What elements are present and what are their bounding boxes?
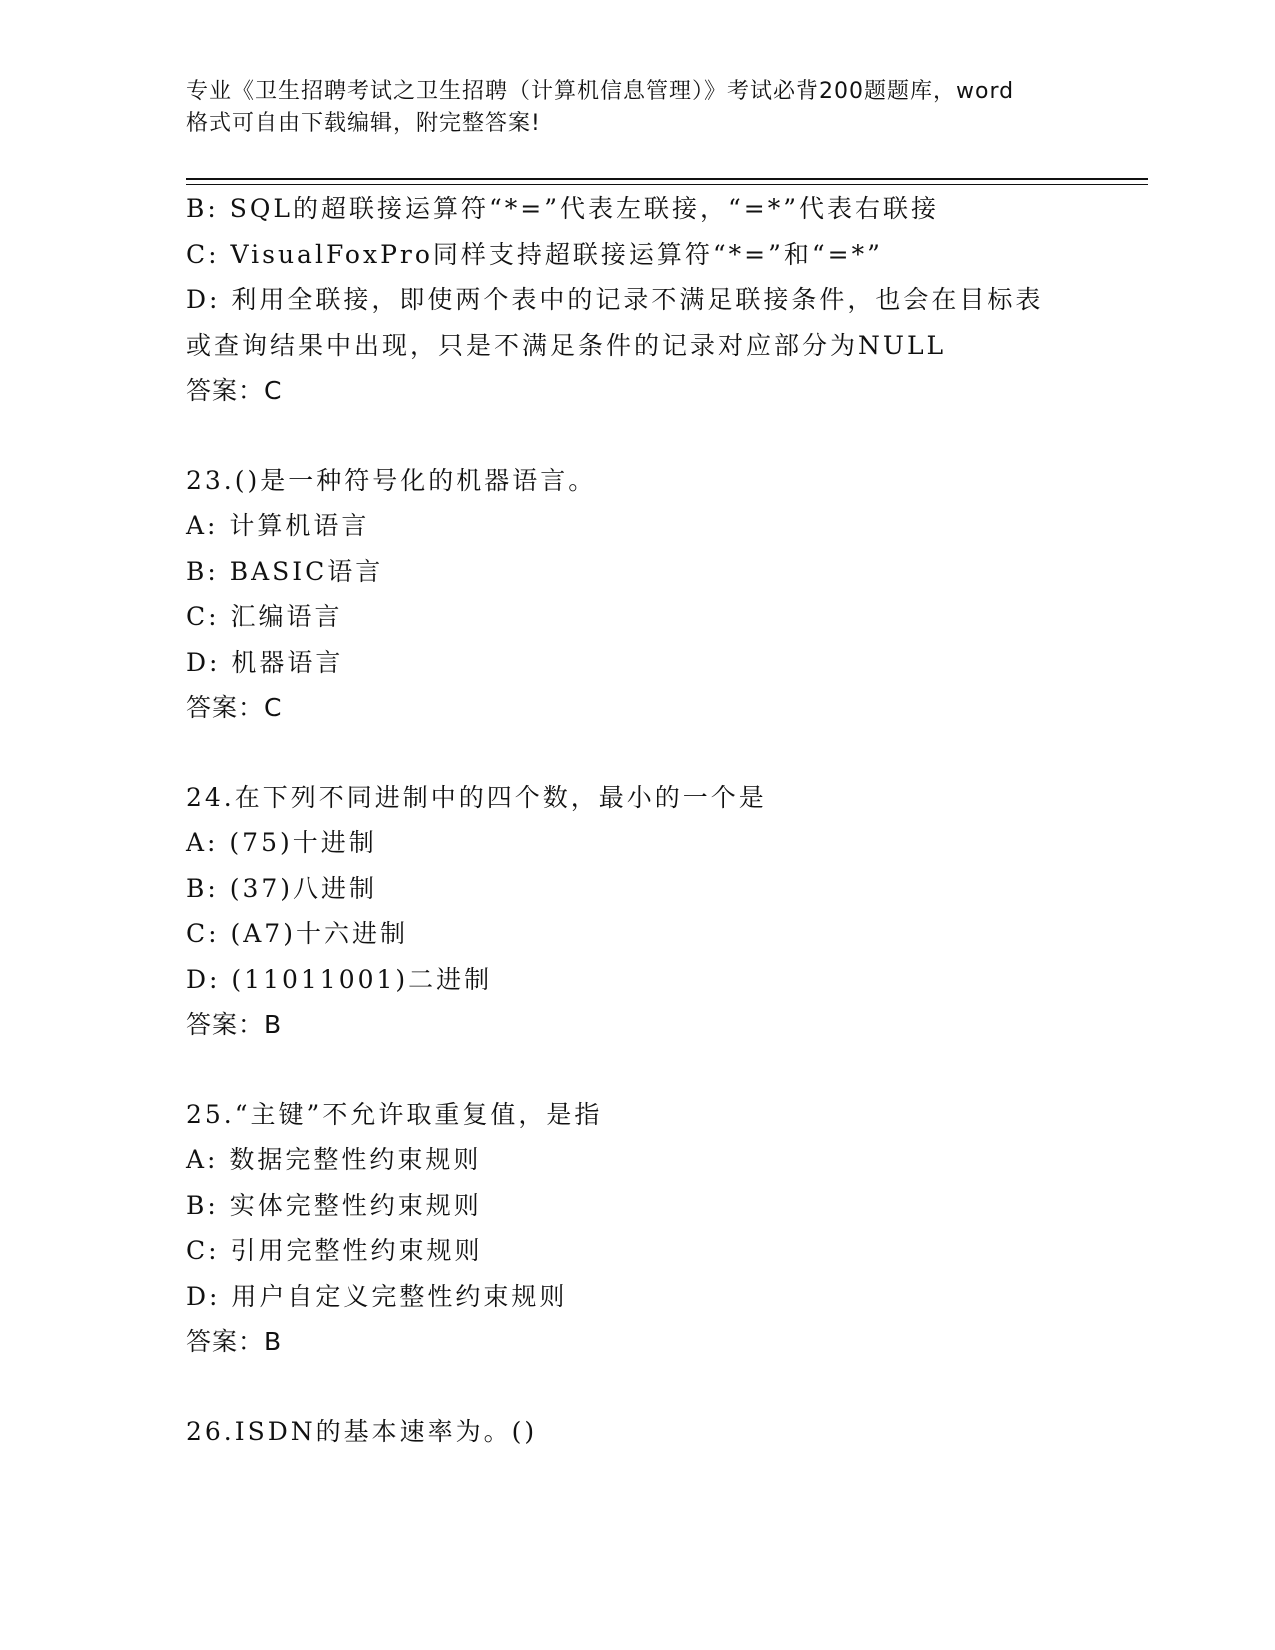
document-header [186,76,1086,140]
option-d: D: 用户自定义完整性约束规则 [186,1281,568,1311]
spacer [186,731,1106,775]
question-block-26 [186,1409,1106,1455]
question-stem: 25.“主键”不允许取重复值，是指 [186,1099,603,1129]
answer: 答案：B [186,1010,283,1039]
spacer [186,1365,1106,1409]
option-d: D: 机器语言 [186,647,344,677]
option-d: D: 利用全联接，即使两个表中的记录不满足联接条件，也会在目标表 [186,285,1044,314]
question-block-22 [186,186,1106,414]
option-b: B: BASIC语言 [186,556,384,586]
answer: 答案：C [186,693,283,722]
option-c: C: VisualFoxPro同样支持超联接运算符“*=”和“=*” [186,239,883,269]
option-d: D: (11011001)二进制 [186,964,493,994]
question-stem: 26.ISDN的基本速率为。() [186,1416,538,1446]
question-stem: 24.在下列不同进制中的四个数，最小的一个是 [186,782,767,812]
question-block-25 [186,1092,1106,1365]
option-b: B: (37)八进制 [186,873,378,903]
question-stem: 23.()是一种符号化的机器语言。 [186,465,597,495]
option-c: C: (A7)十六进制 [186,919,408,948]
spacer [186,414,1106,458]
option-b: B: SQL的超联接运算符“*=”代表左联接，“=*”代表右联接 [186,194,939,223]
question-block-23 [186,458,1106,731]
spacer [186,1048,1106,1092]
header-line-2: 格式可自由下载编辑，附完整答案! [186,111,541,136]
option-c: C: 汇编语言 [186,602,343,631]
option-d-continued: 或查询结果中出现，只是不满足条件的记录对应部分为NULL [186,330,947,360]
header-line-1: 专业《卫生招聘考试之卫生招聘（计算机信息管理）》考试必背200题题库，word [186,79,1015,104]
answer: 答案：B [186,1327,283,1356]
header-divider-thin [186,184,1148,185]
option-a: A: 数据完整性约束规则 [186,1145,482,1174]
option-a: A: 计算机语言 [186,511,370,540]
question-block-24 [186,775,1106,1048]
option-a: A: (75)十进制 [186,828,377,857]
option-b: B: 实体完整性约束规则 [186,1190,482,1220]
question-list [186,186,1106,1454]
header-divider-thick [186,178,1148,180]
option-c: C: 引用完整性约束规则 [186,1236,483,1265]
answer: 答案：C [186,376,283,405]
